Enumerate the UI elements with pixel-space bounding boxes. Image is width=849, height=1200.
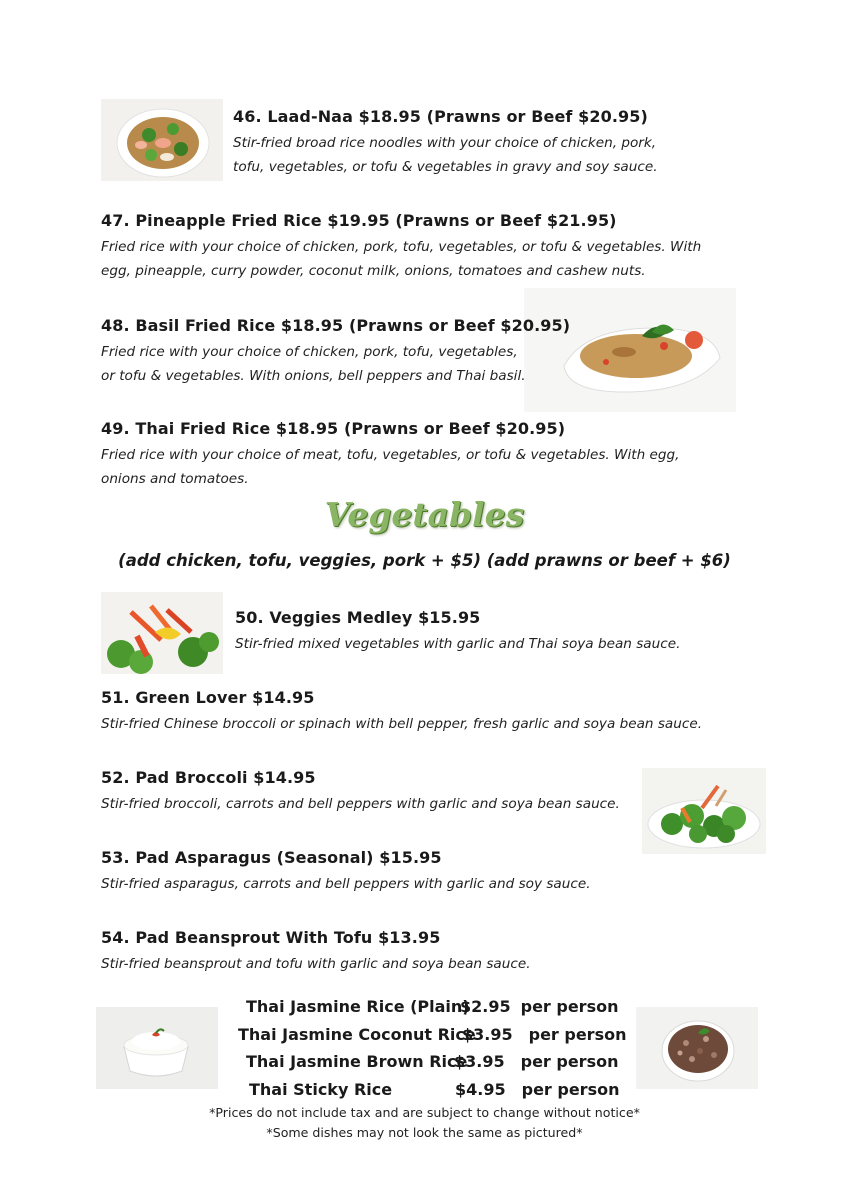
section-heading-vegetables: Vegetables xyxy=(324,495,525,534)
desc-line: egg, pineapple, curry powder, coconut milk, onions, tomatoes and cashew nuts. xyxy=(101,263,646,279)
rice-price: $2.95 xyxy=(460,997,511,1016)
desc-line: Fried rice with your choice of meat, tofu, vegetables, or tofu & vegetables. With egg, xyxy=(101,447,680,463)
menu-item-52 xyxy=(101,768,620,816)
item-description: Stir-fried mixed vegetables with garlic and Thai soya bean sauce. xyxy=(235,636,681,652)
pad-broccoli-photo xyxy=(642,768,766,854)
desc-line: Fried rice with your choice of chicken, pork, tofu, vegetables, xyxy=(101,344,518,360)
desc-line: onions and tomatoes. xyxy=(101,471,249,487)
menu-item-50 xyxy=(235,608,680,656)
laad-naa-photo xyxy=(101,99,223,181)
rice-row xyxy=(230,1076,620,1104)
item-description: Stir-fried broccoli, carrots and bell peppers with garlic and soya bean sauce. xyxy=(101,796,620,812)
item-title: 46. Laad-Naa $18.95 (Prawns or Beef $20.95) xyxy=(233,107,648,126)
rice-name: Thai Jasmine Brown Rice xyxy=(246,1052,468,1072)
desc-line: tofu, vegetables, or tofu & vegetables in gravy and soy sauce. xyxy=(233,159,658,175)
item-description: Stir-fried Chinese broccoli or spinach with bell pepper, fresh garlic and soya bean sauce. xyxy=(101,716,703,732)
rice-price: $3.95 xyxy=(462,1024,513,1044)
item-description xyxy=(233,131,658,179)
item-title: 52. Pad Broccoli $14.95 xyxy=(101,768,316,787)
menu-item-49 xyxy=(101,419,680,491)
rice-name: Thai Jasmine Rice (Plain) xyxy=(246,997,470,1016)
rice-price: $4.95 xyxy=(455,1080,506,1100)
rice-unit: per person xyxy=(520,997,619,1016)
item-title: 53. Pad Asparagus (Seasonal) $15.95 xyxy=(101,848,442,867)
item-title: 49. Thai Fried Rice $18.95 (Prawns or Beef $20.95) xyxy=(101,419,566,438)
item-title: 48. Basil Fried Rice $18.95 (Prawns or Beef $20.95) xyxy=(101,316,571,335)
rice-row xyxy=(230,1021,627,1049)
item-description xyxy=(101,340,570,388)
item-title: 47. Pineapple Fried Rice $19.95 (Prawns or Beef $21.95) xyxy=(101,211,617,230)
menu-item-53 xyxy=(101,848,591,896)
desc-line: Stir-fried broad rice noodles with your choice of chicken, pork, xyxy=(233,135,657,151)
menu-item-54 xyxy=(101,928,531,976)
menu-item-51 xyxy=(101,688,702,736)
footer-notes xyxy=(0,1103,849,1143)
rice-row xyxy=(230,993,620,1021)
rice-price: $3.95 xyxy=(454,1052,505,1072)
item-title: 50. Veggies Medley $15.95 xyxy=(235,608,481,627)
rice-unit: per person xyxy=(528,1024,627,1044)
menu-item-48 xyxy=(101,316,570,388)
item-description: Stir-fried asparagus, carrots and bell peppers with garlic and soy sauce. xyxy=(101,876,591,892)
item-title: 51. Green Lover $14.95 xyxy=(101,688,315,707)
menu-item-47 xyxy=(101,211,701,283)
jasmine-rice-photo xyxy=(96,1007,218,1089)
rice-price-list xyxy=(230,993,627,1104)
brown-rice-photo xyxy=(636,1007,758,1089)
desc-line: Fried rice with your choice of chicken, pork, tofu, vegetables, or tofu & vegetables. With xyxy=(101,239,702,255)
item-description xyxy=(101,235,701,283)
rice-name: Thai Sticky Rice xyxy=(249,1080,393,1100)
item-description: Stir-fried beansprout and tofu with garlic and soya bean sauce. xyxy=(101,956,531,972)
footer-price-note: *Prices do not include tax and are subject to change without notice* xyxy=(209,1105,640,1120)
rice-unit: per person xyxy=(520,1052,619,1072)
menu-item-46 xyxy=(233,107,658,179)
veggies-medley-photo xyxy=(101,592,223,674)
section-add-on-note: (add chicken, tofu, veggies, pork + $5) (add prawns or beef + $6) xyxy=(118,551,731,570)
item-description xyxy=(101,443,680,491)
rice-name: Thai Jasmine Coconut Rice xyxy=(238,1024,476,1044)
rice-unit: per person xyxy=(521,1080,620,1100)
footer-picture-note: *Some dishes may not look the same as pictured* xyxy=(266,1125,583,1140)
rice-row xyxy=(230,1048,620,1076)
desc-line: or tofu & vegetables. With onions, bell peppers and Thai basil. xyxy=(101,368,526,384)
item-title: 54. Pad Beansprout With Tofu $13.95 xyxy=(101,928,441,947)
